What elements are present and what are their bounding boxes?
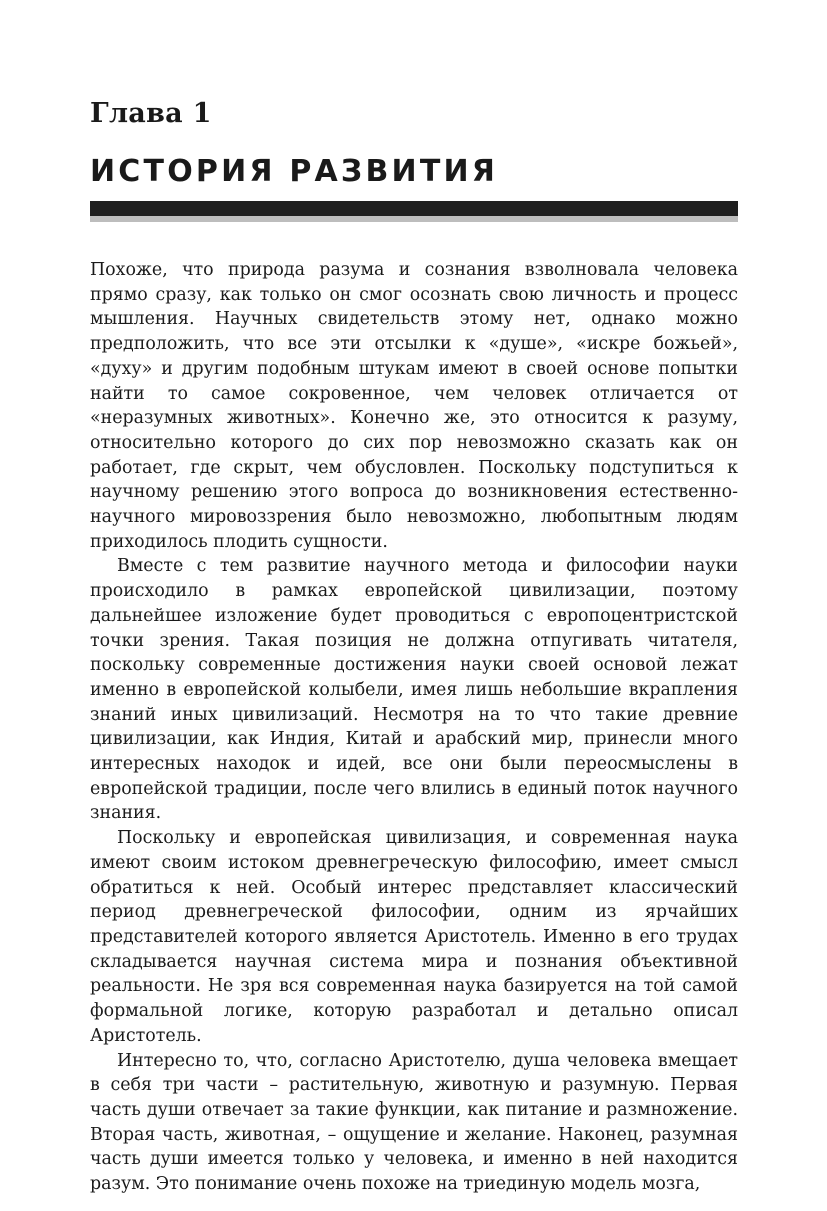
paragraph: Вместе с тем развитие научного метода и философии науки происходило в рамках европейской цивилизации, поэтому дальнейшее изложение будет проводиться с европоцентристской точки зрения. Такая позиция не должна отпугивать читателя, поскольку современные достижения науки своей основой лежат именно в европейской колыбели, имея лишь небольшие вкрапления знаний иных цивилизаций. Несмотря на то что такие древние цивилизации, как Индия, Китай и арабский мир, принесли много интересных находок и идей, все они были переосмыслены в европейской традиции, после чего влились в единый поток научного знания. xyxy=(90,556,738,824)
title-rule-light xyxy=(90,216,738,222)
paragraph: Похоже, что природа разума и сознания взволновала человека прямо сразу, как только он смог осознать свою личность и процесс мышления. Научных свидетельств этому нет, однако можно предположить, что все эти отсылки к «душе», «искре божьей», «духу» и другим подобным штукам имеют в своей основе попытки найти то самое сокровенное, чем человек отличается от «неразумных животных». Конечно же, это относится к разуму, относительно которого до сих пор невозможно сказать как он работает, где скрыт, чем обусловлен. Поскольку подступиться к научному решению этого вопроса до возникновения естественно-научного мировоззрения было невозможно, любопытным людям приходилось плодить сущности. xyxy=(90,260,738,552)
chapter-label: Глава 1 xyxy=(90,98,212,129)
chapter-title: ИСТОРИЯ РАЗВИТИЯ xyxy=(90,154,499,189)
paragraph: Поскольку и европейская цивилизация, и современная наука имеют своим истоком древнегреческую философию, имеет смысл обратиться к ней. Особый интерес представляет классический период древнегреческой философии, одним из ярчайших представителей которого является Аристотель. Именно в его трудах складывается научная система мира и познания объективной реальности. Не зря вся современная наука базируется на той самой формальной логике, которую разработал и детально описал Аристотель. xyxy=(90,828,738,1046)
chapter-body xyxy=(90,258,738,1197)
paragraph: Интересно то, что, согласно Аристотелю, душа человека вмещает в себя три части – растительную, животную и разумную. Первая часть души отвечает за такие функции, как питание и размножение. Вторая часть, животная, – ощущение и желание. Наконец, разумная часть души имеется только у человека, и именно в ней находится разум. Это понимание очень похоже на триединую модель мозга, xyxy=(90,1050,738,1195)
title-rule-dark xyxy=(90,201,738,216)
